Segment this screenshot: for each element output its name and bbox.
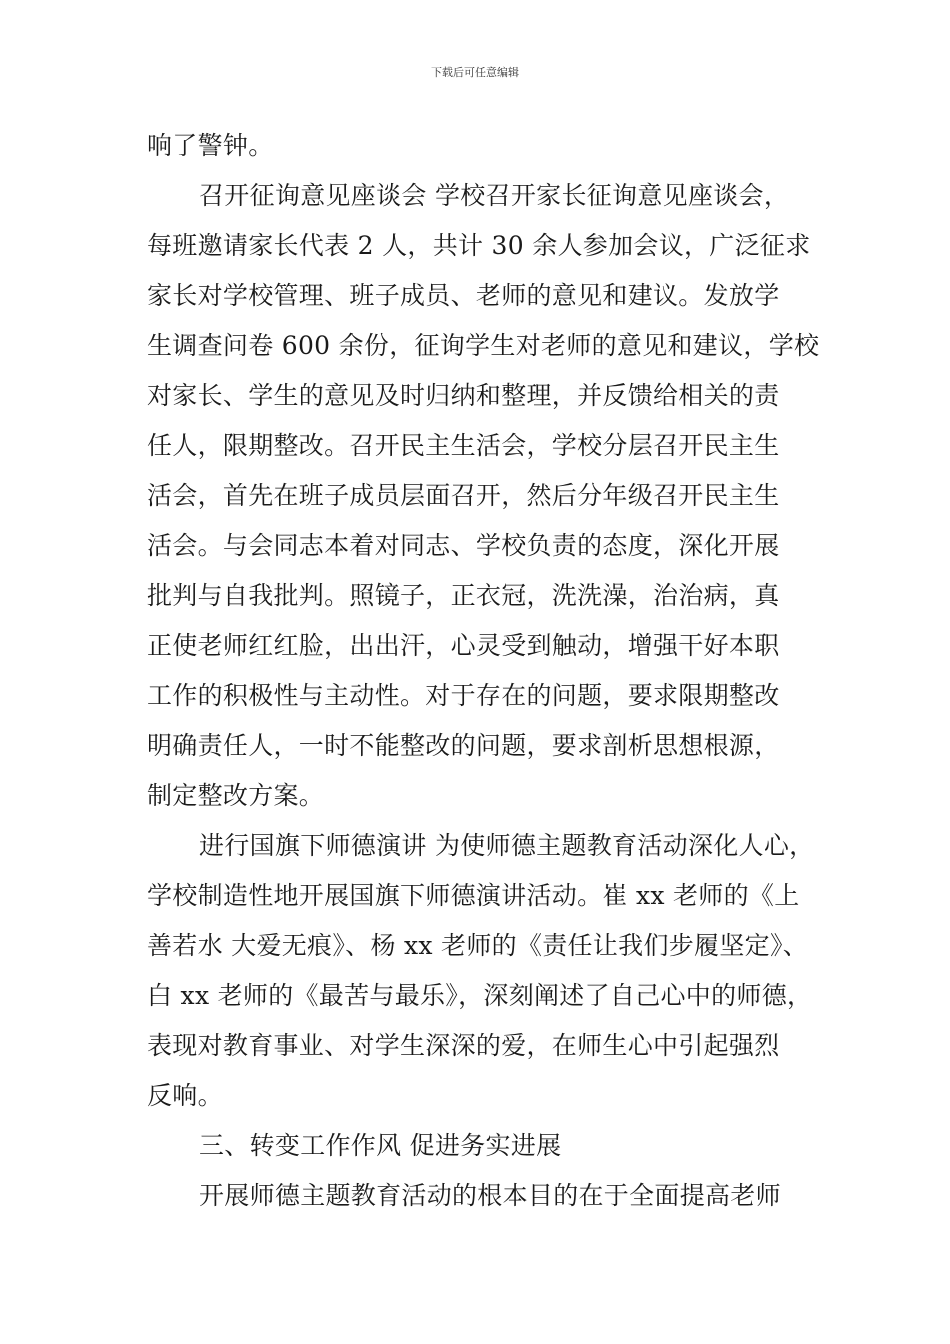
text-line: 对家长、学生的意见及时归纳和整理，并反馈给相关的责 bbox=[147, 381, 780, 410]
text-line: 响了警钟。 bbox=[147, 131, 274, 160]
text-line: 善若水 大爱无痕》、杨 xx 老师的《责任让我们步履坚定》、 bbox=[147, 931, 809, 960]
text-line: 反响。 bbox=[147, 1081, 223, 1110]
text-line: 进行国旗下师德演讲 为使师德主题教育活动深化人心， bbox=[199, 831, 815, 860]
text-line: 表现对教育事业、对学生深深的爱，在师生心中引起强烈 bbox=[147, 1031, 780, 1060]
text-line: 活会。与会同志本着对同志、学校负责的态度，深化开展 bbox=[147, 531, 780, 560]
text-line: 白 xx 老师的《最苦与最乐》，深刻阐述了自己心中的师德， bbox=[147, 981, 813, 1010]
page-header: 下载后可任意编辑 bbox=[431, 66, 519, 79]
text-line: 工作的积极性与主动性。对于存在的问题，要求限期整改 bbox=[147, 681, 780, 710]
text-line: 召开征询意见座谈会 学校召开家长征询意见座谈会， bbox=[199, 181, 790, 210]
text-line: 学校制造性地开展国旗下师德演讲活动。崔 xx 老师的《上 bbox=[147, 881, 800, 910]
text-line: 正使老师红红脸，出出汗，心灵受到触动，增强干好本职 bbox=[147, 631, 780, 660]
text-line: 制定整改方案。 bbox=[147, 781, 325, 810]
text-line: 明确责任人，一时不能整改的问题，要求剖析思想根源， bbox=[147, 731, 780, 760]
text-line: 生调查问卷 600 余份，征询学生对老师的意见和建议，学校 bbox=[147, 331, 820, 360]
text-line: 三、转变工作作风 促进务实进展 bbox=[199, 1131, 562, 1160]
text-line: 任人，限期整改。召开民主生活会，学校分层召开民主生 bbox=[147, 431, 780, 460]
text-line: 每班邀请家长代表 2 人，共计 30 余人参加会议，广泛征求 bbox=[147, 231, 811, 260]
text-line: 批判与自我批判。照镜子，正衣冠，洗洗澡，治治病，真 bbox=[147, 581, 780, 610]
document-body bbox=[147, 128, 827, 1228]
text-line: 家长对学校管理、班子成员、老师的意见和建议。发放学 bbox=[147, 281, 780, 310]
text-line: 活会，首先在班子成员层面召开，然后分年级召开民主生 bbox=[147, 481, 780, 510]
text-line: 开展师德主题教育活动的根本目的在于全面提高老师 bbox=[199, 1181, 781, 1210]
